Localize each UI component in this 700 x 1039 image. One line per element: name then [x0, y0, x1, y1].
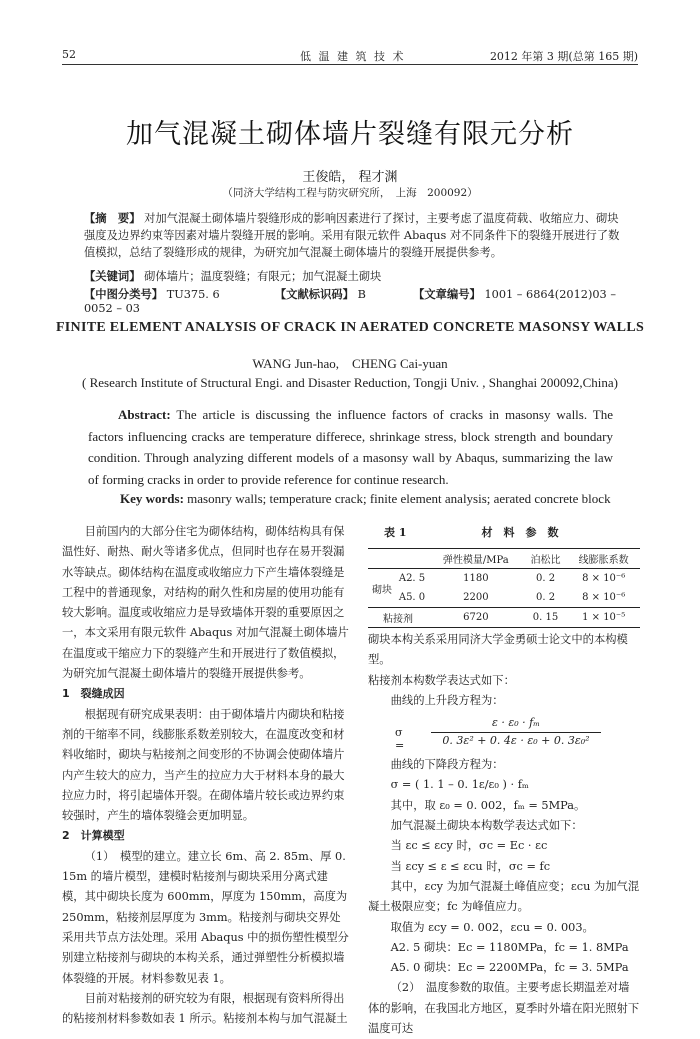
table-row-name: A5. 0: [398, 592, 426, 603]
equation-denominator: 0. 3ε² + 0. 4ε · ε₀ + 0. 3ε₀²: [442, 734, 590, 747]
header-rule: [62, 64, 638, 65]
text-line: A5. 0 砌块：Ec = 2200MPa，fc = 3. 5MPa: [390, 961, 629, 975]
equation: 当 εc ≤ εcy 时，σc = Ec · εc: [390, 839, 548, 853]
classification-row: [84, 286, 644, 315]
english-authors: WANG Jun-hao, CHENG Cai-yuan: [252, 356, 448, 371]
doc-code-value: B: [357, 288, 366, 301]
model-paragraph: （1） 模型的建立。建立长 6m、高 2. 85m、厚 0. 15m 的墙片模型，建模时粘接剂与砌块采用分离式建模，其中砌块长度为 600mm，厚度为 150mm，高度为 250mm，粘接剂层厚度为 3mm。粘接剂与砌块交界处采用共节点方法处理。采用 Abaqus 中的损伤塑性模型分别建立粘接剂与砌块的本构关系，通过弹塑性分析模拟墙体裂缝的开展。材料参数见表 1。: [62, 849, 349, 985]
text-line: 粘接剂本构数学表达式如下：: [368, 673, 515, 687]
english-abstract: [88, 404, 613, 490]
text-line: （2） 温度参数的取值。主要考虑长期温差对墙体的影响，在我国北方地区，夏季时外墙在阳光照射下温度可达: [368, 981, 640, 1036]
clc-value: TU375. 6: [166, 288, 220, 301]
journal-name: 低 温 建 筑 技 术: [300, 50, 406, 63]
text-line: A2. 5 砌块：Ec = 1180MPa，fc = 1. 8MPa: [390, 940, 629, 954]
text-line: 曲线的下降段方程为：: [390, 758, 504, 772]
table-title: 材 料 参 数: [481, 526, 559, 539]
table-row: [368, 588, 640, 608]
table-cell: 8 × 10⁻⁶: [567, 569, 640, 589]
cause-paragraph: 根据现有研究成果表明：由于砌体墙片内砌块和粘接剂的干缩率不同，线膨胀系数差别较大，在温度改变和材料收缩时，砌块与粘接剂之间变形的不协调会使砌体墙片内产生较大的应力，当产生的拉应力大于材料本身的最大拉应力时，将引起墙体开裂。在砌体墙片较长或边界约束较强时，产生的墙体裂缝会更加明显。: [62, 707, 345, 823]
abstract-label: 【摘 要】: [84, 211, 141, 225]
text-line: 砌块本构关系采用同济大学金勇硕士论文中的本构模型。: [368, 633, 628, 667]
equation-numerator: ε · ε₀ · fₘ: [491, 716, 540, 729]
table-header: 线膨胀系数: [567, 549, 640, 569]
equation: σ = ( 1. 1 – 0. 1ε/ε₀ ) · fₘ: [390, 778, 529, 792]
english-keywords: [120, 491, 640, 507]
table-cell: 0. 2: [524, 569, 568, 589]
table-row-name: A2. 5: [398, 573, 426, 584]
table-row: [368, 569, 640, 589]
english-abstract-label: Abstract:: [118, 407, 171, 422]
keywords-text: 砌体墙片；温度裂缝；有限元；加气混凝土砌块: [144, 270, 382, 283]
text-line: 其中，取 ε₀ = 0. 002，fₘ = 5MPa。: [390, 798, 586, 812]
table-row-name: 粘接剂: [368, 608, 428, 628]
article-no-label: 【文章编号】: [413, 287, 481, 301]
section-heading-1: 1 裂缝成因: [62, 687, 125, 701]
english-affiliation: ( Research Institute of Structural Engi. and Disaster Reduction, Tongji Univ. , Shanghai 200092,China): [82, 375, 618, 390]
table-cell: 0. 15: [524, 608, 568, 628]
table-cell: 1 × 10⁻⁵: [567, 608, 640, 628]
equation-sigma: σ =: [395, 726, 405, 752]
table-cell: 1180: [428, 569, 524, 589]
english-title: FINITE ELEMENT ANALYSIS OF CRACK IN AERATED CONCRETE MASONSY WALLS: [55, 320, 645, 335]
english-keywords-label: Key words:: [120, 491, 184, 506]
clc-label: 【中图分类号】: [84, 287, 164, 301]
adhesive-paragraph: 目前对粘接剂的研究较为有限，根据现有资料所得出的粘接剂材料参数如表 1 所示。粘接剂本构与加气混凝土: [62, 991, 348, 1026]
equation: 当 εcy ≤ ε ≤ εcu 时，σc = fc: [390, 859, 551, 873]
english-abstract-text: The article is discussing the influence factors of cracks in masonsy walls. The factors influencing cracks are temperature differece, shrinkage stress, block strength and boundary condition. Through analyzing different models of a masonsy wall by Abaqus, summarizing the law of forming cracks in order to provide reference for continue research.: [88, 407, 614, 487]
article-no-value: 1001 – 6864(2012)03 – 0052 – 03: [84, 288, 616, 315]
table-cell: 8 × 10⁻⁶: [582, 592, 626, 603]
paper-title: 加气混凝土砌体墙片裂缝有限元分析: [126, 119, 574, 150]
abstract-zh: [84, 210, 624, 261]
table-caption: [384, 524, 640, 540]
text-line: 取值为 εcy = 0. 002，εcu = 0. 003。: [390, 920, 594, 934]
table-row: [368, 608, 640, 628]
left-column: [62, 522, 350, 1029]
table-cell: 0. 2: [535, 592, 556, 603]
table-header: 泊松比: [524, 549, 568, 569]
page-number: 52: [62, 48, 76, 61]
doc-code-label: 【文献标识码】: [274, 287, 354, 301]
text-line: 其中，εcy 为加气混凝土峰值应变；εcu 为加气混凝土极限应变；fc 为峰值应力。: [368, 879, 640, 914]
table-cell: 6720: [428, 608, 524, 628]
table-group-label: 砌块: [372, 585, 392, 596]
english-keywords-text: masonry walls; temperature crack; finite element analysis; aerated concrete block: [187, 491, 611, 506]
issue-info: 2012 年第 3 期(总第 165 期): [489, 50, 638, 63]
table-header-row: [368, 549, 640, 569]
authors: 王俊皓， 程才渊: [302, 170, 398, 185]
affiliation: （同济大学结构工程与防灾研究所， 上海 200092）: [222, 187, 478, 199]
table-cell: 2200: [463, 592, 489, 603]
right-column: [368, 630, 640, 1039]
abstract-text: 对加气混凝土砌体墙片裂缝形成的影响因素进行了探讨，主要考虑了温度荷载、收缩应力、砌块强度及边界约束等因素对墙片裂缝开展的影响。采用有限元软件 Abaqus 对不同条件下的裂缝开展进行了数值模拟，总结了裂缝形成的规律，为研究加气混凝土砌体墙片的裂缝开展提供参考。: [84, 212, 620, 259]
text-line: 曲线的上升段方程为：: [390, 693, 504, 707]
material-table: [368, 548, 640, 628]
table-header: 弹性模量/MPa: [428, 549, 524, 569]
keywords-label: 【关键词】: [84, 269, 141, 283]
table-number: 表 1: [384, 526, 407, 539]
text-line: 加气混凝土砌块本构数学表达式如下：: [390, 819, 583, 833]
intro-paragraph: 目前国内的大部分住宅为砌体结构，砌体结构具有保温性好、耐热、耐火等诸多优点，但同时也存在易开裂漏水等缺点。砌体结构在温度或收缩应力下产生墙体裂缝是工程中的普通现象，对结构的耐久性和房屋的使用功能有较大影响。温度或收缩应力是导致墙体开裂的重要原因之一，本文采用有限元软件 Abaqus 对加气混凝土砌体墙片在温度或干缩应力下的裂缝产生和开展进行了数值模拟，为研究加气混凝土砌体墙片的裂缝开展提供参考。: [62, 525, 349, 681]
section-heading-2: 2 计算模型: [62, 829, 125, 843]
keywords-zh: [84, 268, 644, 284]
table-cell: [368, 569, 428, 596]
